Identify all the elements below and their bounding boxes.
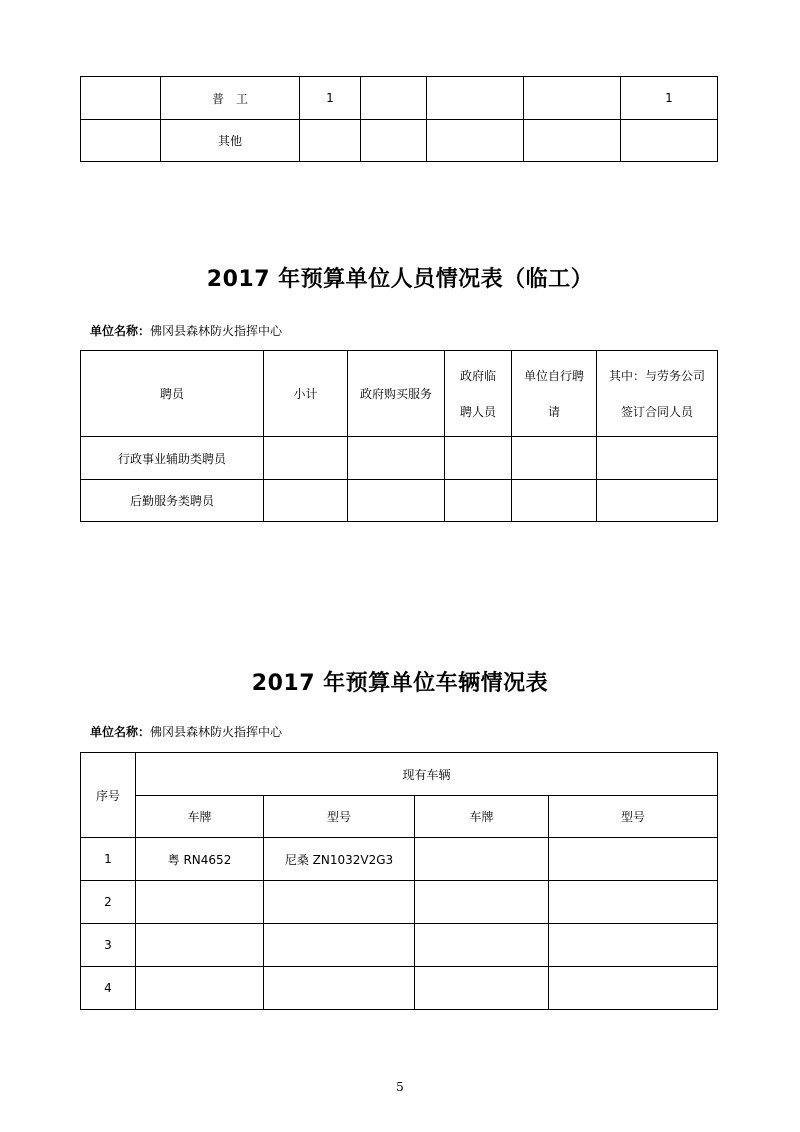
header-plate: 车牌	[136, 796, 264, 838]
table-row	[81, 838, 718, 881]
unit-name-line	[90, 723, 282, 740]
row-seq: 3	[81, 924, 136, 967]
table-cell	[445, 437, 512, 480]
table-cell	[361, 77, 427, 120]
table-row	[81, 480, 718, 522]
table-cell	[264, 480, 348, 522]
table-row	[81, 881, 718, 924]
table-row	[81, 437, 718, 480]
temp-staff-table	[80, 350, 718, 522]
row-seq: 1	[81, 838, 136, 881]
table-cell	[348, 480, 445, 522]
table-cell	[524, 77, 621, 120]
table-cell: 1	[621, 77, 718, 120]
header-labor-contract-line1: 其中：与劳务公司	[608, 368, 705, 383]
table-cell	[597, 437, 718, 480]
cell-plate	[415, 924, 549, 967]
header-model: 型号	[549, 796, 718, 838]
row-seq: 4	[81, 967, 136, 1010]
header-self-hire-line2: 请	[547, 404, 560, 419]
row-label: 后勤服务类聘员	[81, 480, 264, 522]
table-cell	[524, 120, 621, 162]
table-cell	[427, 77, 524, 120]
header-plate: 车牌	[415, 796, 549, 838]
unit-name-value: 佛冈县森林防火指挥中心	[150, 725, 283, 739]
header-seq: 序号	[81, 753, 136, 838]
cell-plate	[415, 967, 549, 1010]
table-header-row	[81, 351, 718, 437]
table-cell	[427, 120, 524, 162]
staff-table-continued	[80, 76, 718, 162]
table-cell	[512, 437, 597, 480]
header-labor-contract-line2: 签订合同人员	[620, 404, 693, 419]
table-cell	[81, 77, 161, 120]
table-cell	[597, 480, 718, 522]
table-cell	[361, 120, 427, 162]
row-label: 行政事业辅助类聘员	[81, 437, 264, 480]
cell-model	[264, 881, 415, 924]
cell-plate	[136, 881, 264, 924]
header-model: 型号	[264, 796, 415, 838]
cell-model	[549, 967, 718, 1010]
table-cell: 1	[300, 77, 361, 120]
table-row	[81, 967, 718, 1010]
table-row	[81, 120, 718, 162]
row-label: 普 工	[161, 77, 300, 120]
table-row	[81, 77, 718, 120]
cell-plate	[136, 967, 264, 1010]
header-labor-contract	[597, 351, 718, 437]
header-gov-purchase: 政府购买服务	[348, 351, 445, 437]
cell-plate	[415, 838, 549, 881]
section-title-temp-staff: 2017 年预算单位人员情况表（临工）	[206, 267, 594, 292]
header-hire: 聘员	[81, 351, 264, 437]
cell-model	[264, 924, 415, 967]
unit-name-value: 佛冈县森林防火指挥中心	[150, 324, 283, 338]
table-cell	[512, 480, 597, 522]
table-cell	[300, 120, 361, 162]
header-gov-temp	[445, 351, 512, 437]
table-cell	[81, 120, 161, 162]
table-header-row	[81, 753, 718, 796]
vehicle-table	[80, 752, 718, 1010]
cell-model	[264, 967, 415, 1010]
row-seq: 2	[81, 881, 136, 924]
cell-plate	[415, 881, 549, 924]
header-self-hire	[512, 351, 597, 437]
unit-name-label: 单位名称：	[90, 725, 151, 739]
cell-plate: 粤 RN4652	[136, 838, 264, 881]
row-label: 其他	[161, 120, 300, 162]
unit-name-line	[90, 322, 282, 339]
table-cell	[621, 120, 718, 162]
table-cell	[264, 437, 348, 480]
cell-plate	[136, 924, 264, 967]
cell-model: 尼桑 ZN1032V2G3	[264, 838, 415, 881]
unit-name-label: 单位名称：	[90, 324, 151, 338]
header-gov-temp-line1: 政府临	[459, 368, 496, 383]
page-number: 5	[396, 1080, 404, 1094]
section-title-vehicles: 2017 年预算单位车辆情况表	[251, 671, 549, 696]
header-subtotal: 小计	[264, 351, 348, 437]
header-gov-temp-line2: 聘人员	[459, 404, 496, 419]
cell-model	[549, 924, 718, 967]
table-cell	[445, 480, 512, 522]
header-existing-vehicles: 现有车辆	[136, 753, 718, 796]
header-self-hire-line1: 单位自行聘	[523, 368, 584, 383]
cell-model	[549, 881, 718, 924]
table-cell	[348, 437, 445, 480]
table-row	[81, 924, 718, 967]
table-header-row	[81, 796, 718, 838]
cell-model	[549, 838, 718, 881]
